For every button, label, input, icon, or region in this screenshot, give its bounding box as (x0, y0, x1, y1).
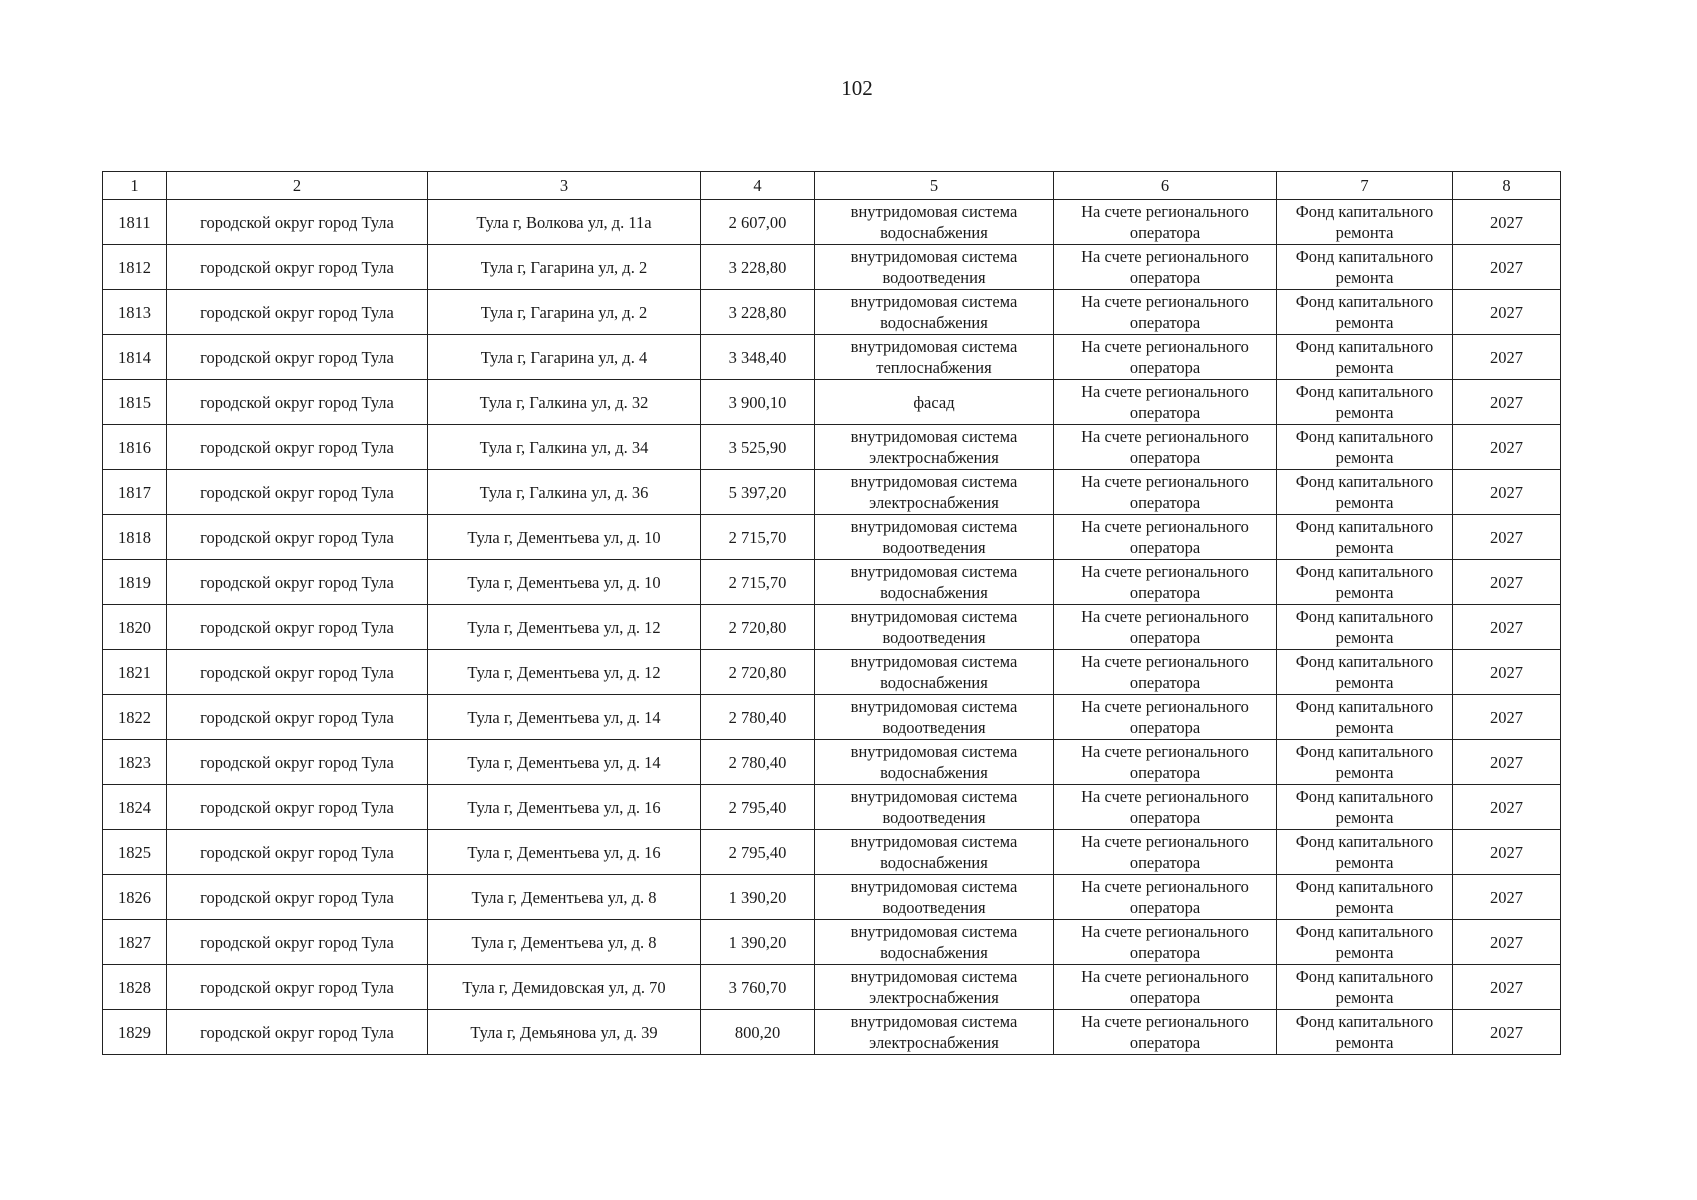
fund-source-cell: Фонд капитального ремонта (1277, 290, 1453, 335)
municipality-cell: городской округ город Тула (167, 200, 428, 245)
work-type-cell: внутридомовая система водоотведения (815, 515, 1054, 560)
year-cell: 2027 (1453, 740, 1561, 785)
fund-method-cell: На счете регионального оператора (1054, 1010, 1277, 1055)
work-type-cell: внутридомовая система водоснабжения (815, 740, 1054, 785)
year-cell: 2027 (1453, 650, 1561, 695)
work-type-cell: внутридомовая система электроснабжения (815, 1010, 1054, 1055)
fund-source-cell: Фонд капитального ремонта (1277, 830, 1453, 875)
year-cell: 2027 (1453, 200, 1561, 245)
work-type-cell: внутридомовая система водоснабжения (815, 650, 1054, 695)
row-number-cell: 1819 (103, 560, 167, 605)
row-number-cell: 1814 (103, 335, 167, 380)
work-type-cell: внутридомовая система водоснабжения (815, 830, 1054, 875)
fund-source-cell: Фонд капитального ремонта (1277, 200, 1453, 245)
fund-source-cell: Фонд капитального ремонта (1277, 425, 1453, 470)
fund-method-cell: На счете регионального оператора (1054, 920, 1277, 965)
municipality-cell: городской округ город Тула (167, 425, 428, 470)
fund-source-cell: Фонд капитального ремонта (1277, 875, 1453, 920)
fund-source-cell: Фонд капитального ремонта (1277, 245, 1453, 290)
row-number-cell: 1816 (103, 425, 167, 470)
municipality-cell: городской округ город Тула (167, 965, 428, 1010)
area-cell: 2 720,80 (701, 650, 815, 695)
municipality-cell: городской округ город Тула (167, 740, 428, 785)
address-cell: Тула г, Демьянова ул, д. 39 (428, 1010, 701, 1055)
row-number-cell: 1817 (103, 470, 167, 515)
municipality-cell: городской округ город Тула (167, 920, 428, 965)
year-cell: 2027 (1453, 695, 1561, 740)
column-header: 2 (167, 172, 428, 200)
area-cell: 3 348,40 (701, 335, 815, 380)
row-number-cell: 1820 (103, 605, 167, 650)
row-number-cell: 1811 (103, 200, 167, 245)
area-cell: 3 760,70 (701, 965, 815, 1010)
fund-method-cell: На счете регионального оператора (1054, 965, 1277, 1010)
area-cell: 3 228,80 (701, 245, 815, 290)
table-row (103, 920, 1561, 965)
table-row (103, 200, 1561, 245)
address-cell: Тула г, Галкина ул, д. 36 (428, 470, 701, 515)
fund-method-cell: На счете регионального оператора (1054, 560, 1277, 605)
work-type-cell: внутридомовая система водоснабжения (815, 920, 1054, 965)
year-cell: 2027 (1453, 1010, 1561, 1055)
address-cell: Тула г, Дементьева ул, д. 16 (428, 785, 701, 830)
year-cell: 2027 (1453, 920, 1561, 965)
row-number-cell: 1829 (103, 1010, 167, 1055)
work-type-cell: внутридомовая система водоотведения (815, 245, 1054, 290)
area-cell: 2 795,40 (701, 830, 815, 875)
fund-method-cell: На счете регионального оператора (1054, 515, 1277, 560)
area-cell: 3 900,10 (701, 380, 815, 425)
work-type-cell: внутридомовая система водоснабжения (815, 560, 1054, 605)
municipality-cell: городской округ город Тула (167, 290, 428, 335)
fund-method-cell: На счете регионального оператора (1054, 245, 1277, 290)
fund-source-cell: Фонд капитального ремонта (1277, 335, 1453, 380)
fund-method-cell: На счете регионального оператора (1054, 335, 1277, 380)
fund-source-cell: Фонд капитального ремонта (1277, 605, 1453, 650)
column-header: 7 (1277, 172, 1453, 200)
table-row (103, 875, 1561, 920)
fund-method-cell: На счете регионального оператора (1054, 830, 1277, 875)
year-cell: 2027 (1453, 245, 1561, 290)
row-number-cell: 1827 (103, 920, 167, 965)
fund-source-cell: Фонд капитального ремонта (1277, 965, 1453, 1010)
row-number-cell: 1828 (103, 965, 167, 1010)
year-cell: 2027 (1453, 290, 1561, 335)
municipality-cell: городской округ город Тула (167, 380, 428, 425)
address-cell: Тула г, Гагарина ул, д. 4 (428, 335, 701, 380)
fund-method-cell: На счете регионального оператора (1054, 875, 1277, 920)
fund-method-cell: На счете регионального оператора (1054, 470, 1277, 515)
fund-source-cell: Фонд капитального ремонта (1277, 695, 1453, 740)
fund-method-cell: На счете регионального оператора (1054, 650, 1277, 695)
municipality-cell: городской округ город Тула (167, 650, 428, 695)
fund-source-cell: Фонд капитального ремонта (1277, 1010, 1453, 1055)
area-cell: 3 525,90 (701, 425, 815, 470)
municipality-cell: городской округ город Тула (167, 785, 428, 830)
municipality-cell: городской округ город Тула (167, 515, 428, 560)
work-type-cell: внутридомовая система электроснабжения (815, 965, 1054, 1010)
column-header: 3 (428, 172, 701, 200)
address-cell: Тула г, Дементьева ул, д. 14 (428, 695, 701, 740)
year-cell: 2027 (1453, 335, 1561, 380)
table-row (103, 650, 1561, 695)
municipality-cell: городской округ город Тула (167, 605, 428, 650)
work-type-cell: внутридомовая система водоотведения (815, 785, 1054, 830)
address-cell: Тула г, Дементьева ул, д. 12 (428, 605, 701, 650)
address-cell: Тула г, Дементьева ул, д. 16 (428, 830, 701, 875)
municipality-cell: городской округ город Тула (167, 335, 428, 380)
address-cell: Тула г, Галкина ул, д. 34 (428, 425, 701, 470)
work-type-cell: внутридомовая система водоотведения (815, 695, 1054, 740)
fund-source-cell: Фонд капитального ремонта (1277, 920, 1453, 965)
fund-method-cell: На счете регионального оператора (1054, 200, 1277, 245)
year-cell: 2027 (1453, 425, 1561, 470)
work-type-cell: внутридомовая система водоснабжения (815, 290, 1054, 335)
table-row (103, 785, 1561, 830)
address-cell: Тула г, Дементьева ул, д. 8 (428, 920, 701, 965)
fund-source-cell: Фонд капитального ремонта (1277, 515, 1453, 560)
year-cell: 2027 (1453, 875, 1561, 920)
row-number-cell: 1823 (103, 740, 167, 785)
table-row (103, 965, 1561, 1010)
address-cell: Тула г, Дементьева ул, д. 12 (428, 650, 701, 695)
fund-method-cell: На счете регионального оператора (1054, 785, 1277, 830)
row-number-cell: 1824 (103, 785, 167, 830)
address-cell: Тула г, Волкова ул, д. 11а (428, 200, 701, 245)
fund-method-cell: На счете регионального оператора (1054, 380, 1277, 425)
table-row (103, 425, 1561, 470)
address-cell: Тула г, Дементьева ул, д. 10 (428, 515, 701, 560)
page-number: 102 (841, 76, 873, 100)
municipality-cell: городской округ город Тула (167, 245, 428, 290)
column-header: 6 (1054, 172, 1277, 200)
table-row (103, 470, 1561, 515)
municipality-cell: городской округ город Тула (167, 830, 428, 875)
fund-source-cell: Фонд капитального ремонта (1277, 785, 1453, 830)
row-number-cell: 1825 (103, 830, 167, 875)
column-header: 5 (815, 172, 1054, 200)
table-row (103, 290, 1561, 335)
fund-source-cell: Фонд капитального ремонта (1277, 470, 1453, 515)
work-type-cell: внутридомовая система теплоснабжения (815, 335, 1054, 380)
fund-source-cell: Фонд капитального ремонта (1277, 560, 1453, 605)
area-cell: 1 390,20 (701, 920, 815, 965)
address-cell: Тула г, Галкина ул, д. 32 (428, 380, 701, 425)
work-type-cell: внутридомовая система водоснабжения (815, 200, 1054, 245)
area-cell: 2 715,70 (701, 515, 815, 560)
table-row (103, 380, 1561, 425)
area-cell: 1 390,20 (701, 875, 815, 920)
table-row (103, 830, 1561, 875)
table-row (103, 560, 1561, 605)
row-number-cell: 1812 (103, 245, 167, 290)
municipality-cell: городской округ город Тула (167, 470, 428, 515)
work-type-cell: фасад (815, 380, 1054, 425)
area-cell: 2 780,40 (701, 740, 815, 785)
year-cell: 2027 (1453, 515, 1561, 560)
column-header: 1 (103, 172, 167, 200)
area-cell: 2 780,40 (701, 695, 815, 740)
work-type-cell: внутридомовая система водоотведения (815, 875, 1054, 920)
row-number-cell: 1815 (103, 380, 167, 425)
capital-repair-table (102, 171, 1561, 1055)
municipality-cell: городской округ город Тула (167, 560, 428, 605)
address-cell: Тула г, Дементьева ул, д. 8 (428, 875, 701, 920)
row-number-cell: 1821 (103, 650, 167, 695)
year-cell: 2027 (1453, 605, 1561, 650)
table-row (103, 695, 1561, 740)
municipality-cell: городской округ город Тула (167, 875, 428, 920)
address-cell: Тула г, Демидовская ул, д. 70 (428, 965, 701, 1010)
table-row (103, 335, 1561, 380)
address-cell: Тула г, Гагарина ул, д. 2 (428, 245, 701, 290)
column-header: 8 (1453, 172, 1561, 200)
header-row (103, 172, 1561, 200)
address-cell: Тула г, Дементьева ул, д. 14 (428, 740, 701, 785)
fund-source-cell: Фонд капитального ремонта (1277, 740, 1453, 785)
address-cell: Тула г, Дементьева ул, д. 10 (428, 560, 701, 605)
table-row (103, 1010, 1561, 1055)
area-cell: 3 228,80 (701, 290, 815, 335)
year-cell: 2027 (1453, 785, 1561, 830)
year-cell: 2027 (1453, 830, 1561, 875)
area-cell: 2 795,40 (701, 785, 815, 830)
fund-source-cell: Фонд капитального ремонта (1277, 650, 1453, 695)
area-cell: 800,20 (701, 1010, 815, 1055)
area-cell: 2 715,70 (701, 560, 815, 605)
fund-method-cell: На счете регионального оператора (1054, 605, 1277, 650)
table-row (103, 740, 1561, 785)
area-cell: 2 720,80 (701, 605, 815, 650)
column-header: 4 (701, 172, 815, 200)
area-cell: 5 397,20 (701, 470, 815, 515)
work-type-cell: внутридомовая система электроснабжения (815, 470, 1054, 515)
fund-method-cell: На счете регионального оператора (1054, 290, 1277, 335)
row-number-cell: 1822 (103, 695, 167, 740)
municipality-cell: городской округ город Тула (167, 695, 428, 740)
row-number-cell: 1826 (103, 875, 167, 920)
municipality-cell: городской округ город Тула (167, 1010, 428, 1055)
table-row (103, 245, 1561, 290)
fund-method-cell: На счете регионального оператора (1054, 425, 1277, 470)
fund-method-cell: На счете регионального оператора (1054, 695, 1277, 740)
fund-method-cell: На счете регионального оператора (1054, 740, 1277, 785)
year-cell: 2027 (1453, 380, 1561, 425)
area-cell: 2 607,00 (701, 200, 815, 245)
row-number-cell: 1813 (103, 290, 167, 335)
row-number-cell: 1818 (103, 515, 167, 560)
work-type-cell: внутридомовая система электроснабжения (815, 425, 1054, 470)
work-type-cell: внутридомовая система водоотведения (815, 605, 1054, 650)
fund-source-cell: Фонд капитального ремонта (1277, 380, 1453, 425)
year-cell: 2027 (1453, 560, 1561, 605)
address-cell: Тула г, Гагарина ул, д. 2 (428, 290, 701, 335)
year-cell: 2027 (1453, 965, 1561, 1010)
year-cell: 2027 (1453, 470, 1561, 515)
table-row (103, 515, 1561, 560)
table-row (103, 605, 1561, 650)
